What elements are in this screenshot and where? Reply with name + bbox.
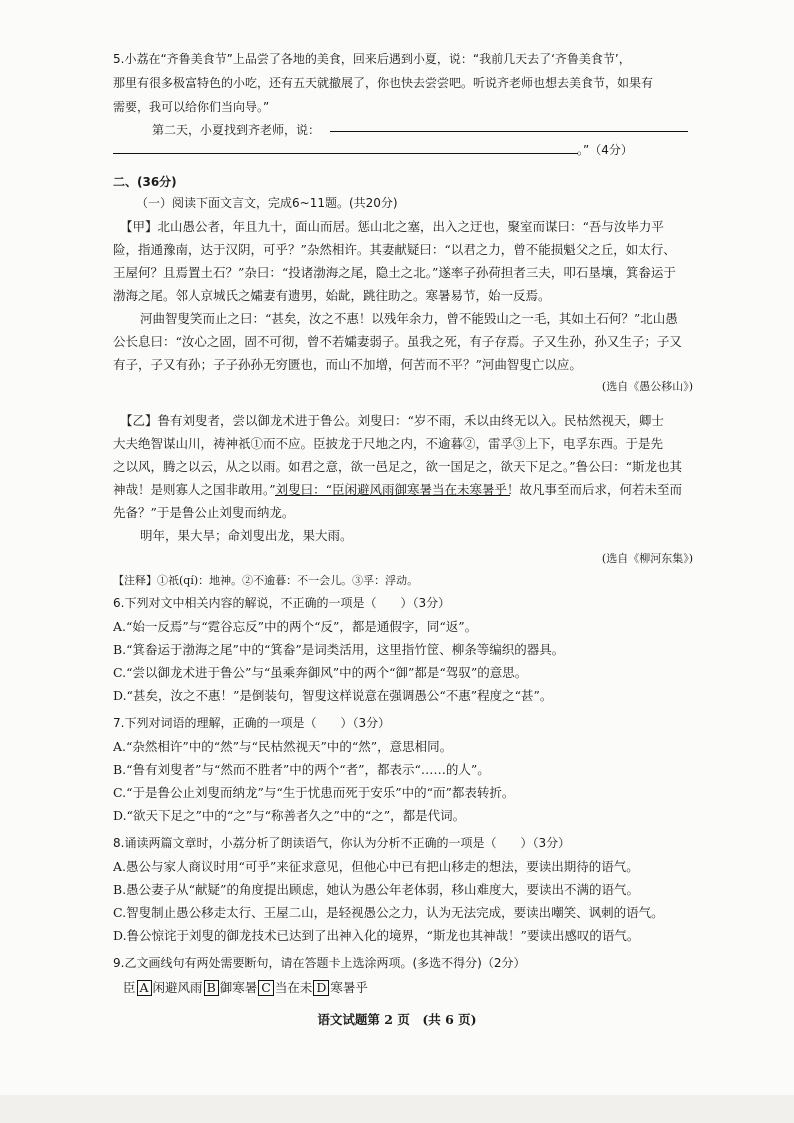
q9-sentence (123, 978, 703, 996)
page-bottom-margin (0, 1095, 794, 1123)
q8-option-b: B.愚公妻子从“献疑”的角度提出顾虑，她认为愚公年老体弱，移山难度大，要读出不满的语气。 (113, 882, 639, 897)
q5-line3: 需要，我可以给你们当向导。” (113, 100, 270, 114)
yi-underline (275, 495, 510, 496)
q7-option-c: C.“于是鲁公止刘叟而纳龙”与“生于忧患而死于安乐”中的“而”都表转折。 (113, 785, 515, 800)
q9-prefix: 臣 (123, 980, 136, 995)
annotation-note: 【注释】①祇(qí)：地神。②不逾暮：不一会儿。③孚：浮动。 (113, 574, 419, 587)
jia-line-3: 王屋何？且焉置土石？”杂曰：“投诸渤海之尾，隐土之北。”遂率子孙荷担者三夫，叩石垦壤，箕畚运于 (113, 265, 676, 280)
q5-answer-line-2 (113, 153, 578, 154)
yi-line-3: 之以风，腾之以云，从之以雨。如君之意，欲一邑足之，欲一国足之，欲天下足之。”鲁公曰：“斯龙也其 (113, 459, 683, 474)
yi-line-4: 神哉！是则寡人之国非敢用。”刘叟曰：“臣闲避风雨御寒暑当在未寒暑乎！故凡事至而后求，何若未至而 (113, 482, 683, 497)
q9-segment-a: 闲避风雨 (152, 980, 203, 995)
q5-line5-end: 。”（4分） (577, 143, 633, 157)
q9-segment-c: 当在未 (274, 980, 313, 995)
jia-source: (选自《愚公移山》) (601, 380, 693, 393)
q9-segment-b: 御寒暑 (219, 980, 258, 995)
yi-line-2: 大夫绝智谋山川，祷神祇①而不应。臣披龙于尺地之内，不逾暮②，雷孚③上下，电孚东西。于是先 (113, 436, 664, 451)
jia-line-2: 险，指通豫南，达于汉阴，可乎？”杂然相许。其妻献疑曰：“以君之力，曾不能损魁父之丘，如太行、 (113, 242, 676, 257)
jia-line-5: 河曲智叟笑而止之曰：“甚矣，汝之不惠！以残年余力，曾不能毁山之一毛，其如土石何？”北山愚 (140, 311, 678, 326)
q7-option-b: B.“鲁有刘叟者”与“然而不胜者”中的两个“者”，都表示“……的人”。 (113, 762, 490, 777)
q6-option-d: D.“甚矣，汝之不惠！”是倒装句，智叟这样说意在强调愚公“不惠”程度之“甚”。 (113, 688, 553, 703)
q8-stem: 8.诵读两篇文章时，小荔分析了朗读语气，你认为分析不正确的一项是（ ）（3分） (113, 836, 571, 850)
yi-line-1: 【乙】鲁有刘叟者，尝以御龙术进于鲁公。刘叟曰：“岁不雨，禾以由终无以入。民枯然视天，卿士 (120, 413, 664, 428)
q9-option-c[interactable]: C (258, 980, 274, 996)
q5-line1: 5.小荔在“齐鲁美食节”上品尝了各地的美食，回来后遇到小夏，说：“我前几天去了‘齐鲁美食节’， (113, 52, 631, 66)
q6-stem: 6.下列对文中相关内容的解说，不正确的一项是（ ）（3分） (113, 596, 451, 610)
jia-line-6: 公长息曰：“汝心之固，固不可彻，曾不若孀妻弱子。虽我之死，有子存焉。子又生孙，孙又生子；子又 (113, 334, 682, 349)
q9-segment-d: 寒暑乎 (330, 980, 368, 995)
q5-answer-line-1 (330, 131, 688, 132)
jia-line-4: 渤海之尾。邻人京城氏之孀妻有遗男，始龀，跳往助之。寒暑易节，始一反焉。 (113, 288, 551, 303)
yi-line-5: 先备？”于是鲁公止刘叟而纳龙。 (113, 505, 295, 520)
page-footer: 语文试题第 2 页 (共 6 页) (317, 1012, 477, 1027)
jia-line-7: 有子，子又有孙；子子孙孙无穷匮也，而山不加增，何苦而不平？”河曲智叟亡以应。 (113, 357, 582, 372)
yi-line-6: 明年，果大旱；命刘叟出龙，果大雨。 (140, 528, 353, 543)
q7-option-a: A.“杂然相许”中的“然”与“民枯然视天”中的“然”，意思相同。 (113, 739, 453, 754)
q9-option-a[interactable]: A (137, 980, 152, 996)
q6-option-a: A.“始一反焉”与“霓谷忘反”中的两个“反”，都是通假字，同“返”。 (113, 619, 478, 634)
q9-option-b[interactable]: B (204, 980, 219, 996)
q7-option-d: D.“欲天下足之”中的“之”与“称善者久之”中的“之”，都是代词。 (113, 808, 466, 823)
section2-header: 二、(36分) (113, 175, 177, 189)
q8-option-d: D.鲁公惊诧于刘叟的御龙技术已达到了出神入化的境界，“斯龙也其神哉！”要读出感叹的语气。 (113, 928, 640, 943)
jia-line-1: 【甲】北山愚公者，年且九十，面山而居。惩山北之塞，出入之迂也，聚室而谋曰：“吾与汝毕力平 (120, 219, 664, 234)
q9-option-d[interactable]: D (313, 980, 329, 996)
q7-stem: 7.下列对词语的理解，正确的一项是（ ）（3分） (113, 716, 391, 730)
q8-option-a: A.愚公与家人商议时用“可乎”来征求意见，但他心中已有把山移走的想法，要读出期待的语气。 (113, 859, 639, 874)
yi-source: (选自《柳河东集》) (601, 552, 693, 565)
q5-line2: 那里有很多极富特色的小吃，还有五天就撤展了，你也快去尝尝吧。听说齐老师也想去美食节，如果有 (113, 76, 654, 90)
q5-line4: 第二天，小夏找到齐老师，说： (152, 123, 321, 137)
q6-option-b: B.“箕畚运于渤海之尾”中的“箕畚”是词类活用，这里指竹筐、柳条等编织的器具。 (113, 642, 565, 657)
q8-option-c: C.智叟制止愚公移走太行、王屋二山，是轻视愚公之力，认为无法完成，要读出嘲笑、讽刺的语气。 (113, 905, 664, 920)
section2-part1: （一）阅读下面文言文，完成6~11题。(共20分) (136, 196, 398, 210)
q9-stem: 9.乙文画线句有两处需要断句，请在答题卡上选涂两项。(多选不得分)（2分） (113, 956, 526, 970)
q6-option-c: C.“尝以御龙术进于鲁公”与“虽乘奔御风”中的两个“御”都是“驾驭”的意思。 (113, 665, 528, 680)
